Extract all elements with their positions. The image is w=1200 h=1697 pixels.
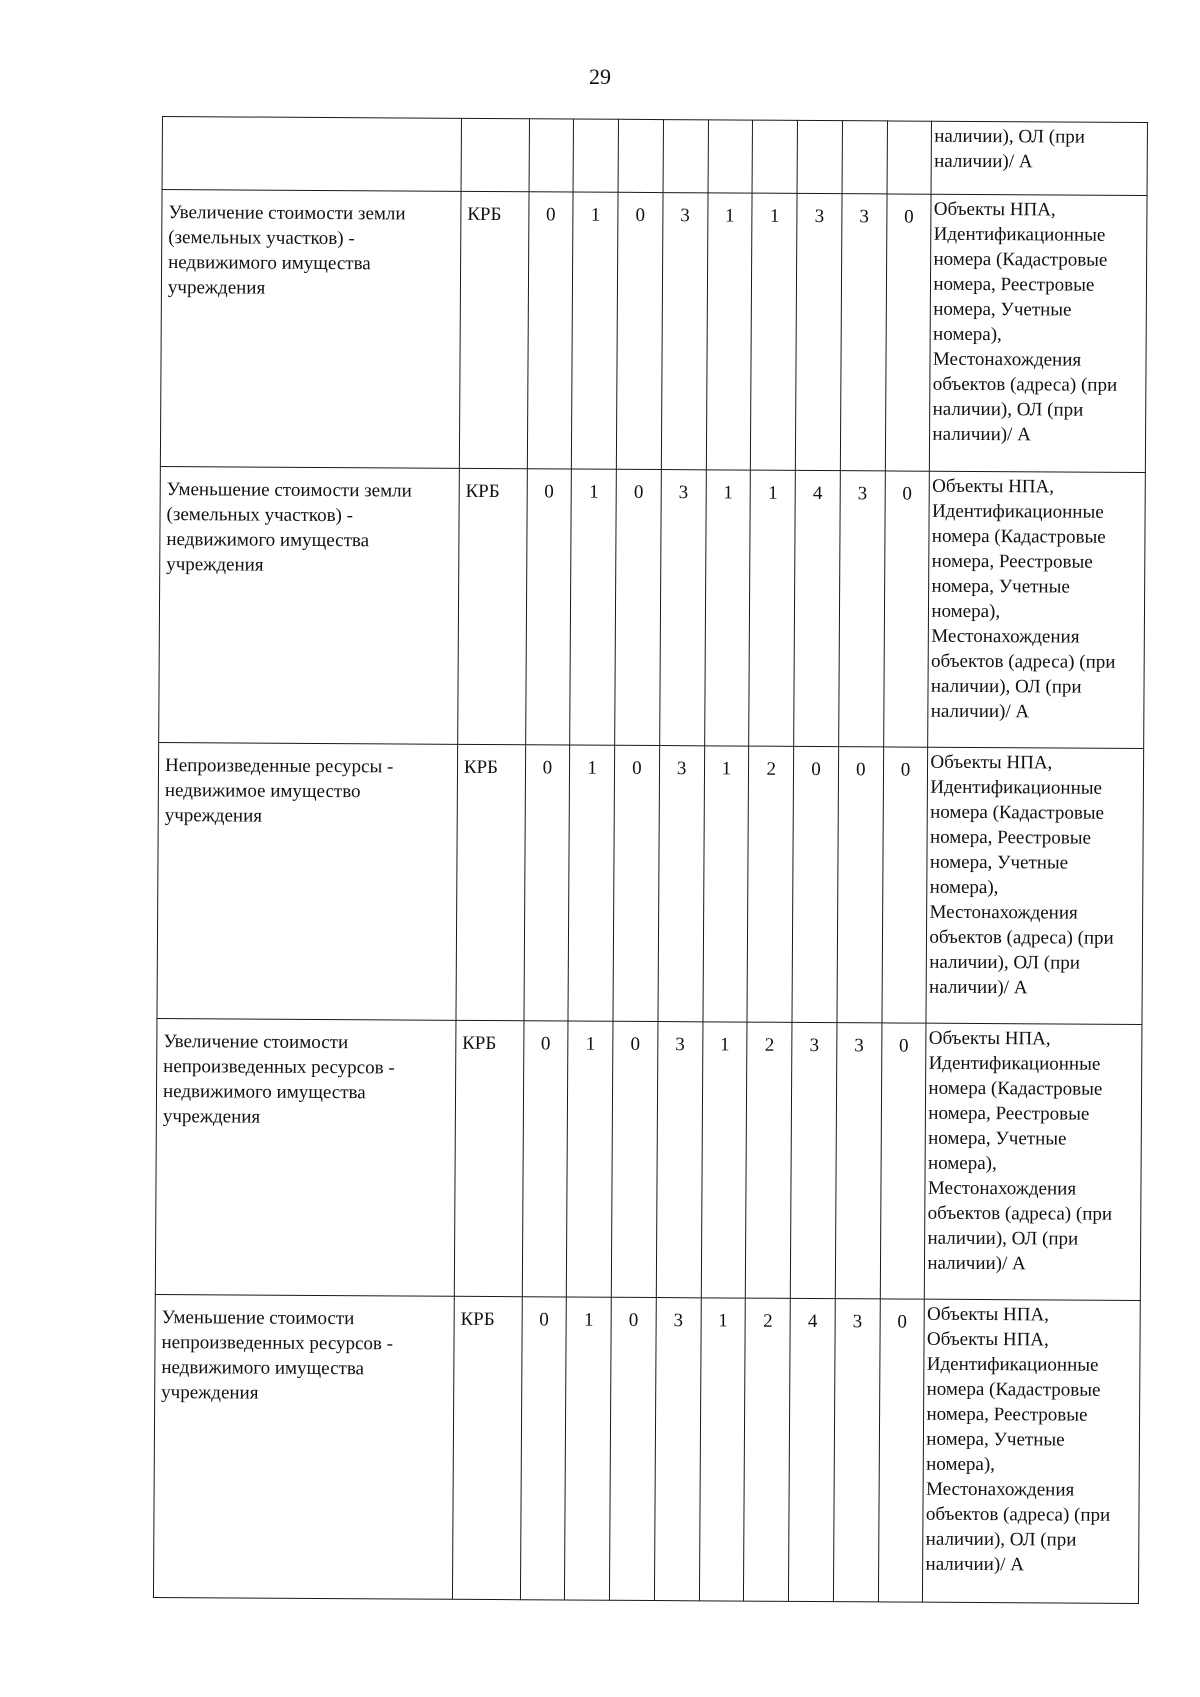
code-digit-cell: 1 (749, 470, 795, 746)
info-line: Идентификационные (926, 1353, 1099, 1376)
info-line: объектов (адреса) (при (929, 926, 1114, 949)
analytics-info-cell (923, 1299, 1140, 1603)
info-line: номера, Реестровые (933, 273, 1095, 296)
info-line: наличии)/ А (930, 700, 1030, 723)
code-digit-cell: 3 (654, 1298, 701, 1601)
code-digit-cell: 0 (523, 745, 569, 1021)
code-digit-cell: 3 (659, 470, 705, 746)
code-digit-cell: 0 (525, 469, 571, 745)
code-digit-cell: 0 (837, 747, 883, 1023)
table-row (159, 466, 1146, 748)
code-digit-cell: 1 (701, 1022, 747, 1298)
info-line: наличии), ОЛ (при (934, 125, 1086, 148)
info-line: Объекты НПА, (930, 751, 1053, 774)
info-line: Объекты НПА, (926, 1328, 1049, 1351)
account-name-cell: Уменьшение стоимости земли (земельных участков) - недвижимого имущества учреждения (159, 466, 460, 744)
code-digit-cell: 1 (704, 470, 750, 746)
info-line: наличии)/ А (929, 976, 1028, 999)
code-digit-cell: 3 (661, 193, 707, 470)
digit-cell (842, 121, 887, 194)
code-digit-cell: 1 (699, 1298, 746, 1601)
code-digit-cell: 0 (611, 1021, 657, 1297)
info-line: объектов (адреса) (при (931, 650, 1116, 673)
account-name-cell: Непроизведенные ресурсы - недвижимое имущество учреждения (157, 742, 458, 1020)
info-line: наличии), ОЛ (при (930, 675, 1082, 698)
info-line: номера (Кадастровые (928, 1077, 1103, 1100)
code-digit-cell: 0 (792, 746, 838, 1022)
info-line: номера, Реестровые (931, 550, 1093, 573)
analytics-info-cell (928, 471, 1145, 748)
info-line: Местонахождения (931, 625, 1080, 648)
kind-cell: КРБ (457, 468, 526, 744)
info-line: наличии)/ А (934, 150, 1033, 173)
info-line: номера), (931, 600, 1001, 623)
code-digit-cell: 0 (613, 745, 659, 1021)
code-digit-cell: 2 (747, 746, 793, 1022)
code-digit-cell: 0 (522, 1021, 568, 1297)
info-line: наличии)/ А (932, 423, 1031, 446)
info-line: наличии), ОЛ (при (925, 1528, 1077, 1551)
code-digit-cell: 4 (789, 1298, 836, 1601)
code-digit-cell: 0 (615, 469, 661, 745)
code-digit-cell: 1 (567, 1021, 613, 1297)
code-digit-cell: 2 (746, 1022, 792, 1298)
account-name-cell: Увеличение стоимости земли (земельных участков) - недвижимого имущества учреждения (160, 190, 461, 469)
info-line: Местонахождения (929, 901, 1078, 924)
info-line: номера (Кадастровые (930, 801, 1105, 824)
info-line: наличии), ОЛ (при (932, 398, 1084, 421)
table-row (153, 1294, 1140, 1603)
info-line: номера (Кадастровые (933, 248, 1108, 271)
kind-cell: КРБ (459, 191, 528, 468)
info-line: Объекты НПА, (928, 1027, 1051, 1050)
info-line: Идентификационные (928, 1052, 1101, 1075)
info-line: Объекты НПА, (933, 198, 1056, 221)
info-line: объектов (адреса) (при (925, 1503, 1111, 1526)
digit-cell (797, 120, 842, 193)
code-digit-cell: 3 (835, 1023, 881, 1299)
account-codes-table (153, 116, 1148, 1604)
code-digit-cell: 1 (568, 745, 614, 1021)
code-digit-cell: 3 (790, 1022, 836, 1298)
info-line: наличии), ОЛ (при (929, 951, 1081, 974)
info-line: номера), (927, 1152, 997, 1175)
code-digit-cell: 3 (658, 746, 704, 1022)
info-line: номера), (929, 876, 999, 899)
digit-cell (618, 119, 663, 192)
digit-cell (887, 121, 932, 194)
code-digit-cell: 0 (527, 192, 573, 469)
info-line: Идентификационные (931, 500, 1104, 523)
code-digit-cell: 0 (609, 1297, 656, 1600)
info-line: наличии)/ А (925, 1553, 1025, 1576)
kind-cell (461, 118, 529, 191)
digit-cell (529, 119, 574, 192)
name-cell (162, 117, 461, 192)
info-line: наличии)/ А (927, 1252, 1026, 1275)
code-digit-cell: 1 (565, 1297, 612, 1600)
code-digit-cell: 0 (520, 1297, 567, 1600)
code-digit-cell: 1 (706, 193, 752, 470)
code-digit-cell: 1 (570, 469, 616, 745)
info-line: номера, Реестровые (926, 1403, 1088, 1426)
table-row (157, 742, 1144, 1024)
info-line: Идентификационные (930, 776, 1103, 799)
analytics-info-cell (926, 747, 1143, 1024)
code-digit-cell: 0 (616, 192, 662, 469)
code-digit-cell: 0 (882, 747, 928, 1023)
analytics-info-cell (925, 1023, 1142, 1300)
info-line: Местонахождения (932, 348, 1082, 371)
info-line: номера, Учетные (929, 851, 1069, 874)
code-digit-cell: 1 (751, 193, 797, 470)
kind-cell: КРБ (452, 1296, 522, 1599)
digit-cell (708, 120, 753, 193)
info-line: номера, Учетные (933, 298, 1072, 321)
info-line: номера, Учетные (931, 575, 1070, 598)
account-name-cell: Уменьшение стоимости непроизведенных ресурсов - недвижимого имущества учреждения (153, 1294, 454, 1599)
account-name-cell: Увеличение стоимости непроизведенных ресурсов - недвижимого имущества учреждения (155, 1018, 456, 1296)
digit-cell (752, 120, 797, 193)
info-line: Идентификационные (933, 223, 1106, 246)
code-digit-cell: 0 (885, 194, 931, 471)
info-line: номера (Кадастровые (931, 525, 1106, 548)
digit-cell (663, 120, 708, 193)
info-line: номера), (933, 323, 1002, 346)
info-line: номера, Учетные (928, 1127, 1067, 1150)
code-digit-cell: 1 (572, 192, 618, 469)
code-digit-cell: 3 (839, 471, 885, 747)
info-line: наличии), ОЛ (при (927, 1227, 1079, 1250)
info-line: объектов (адреса) (при (927, 1202, 1113, 1225)
code-digit-cell: 0 (878, 1299, 925, 1602)
info-line: Объекты НПА, (932, 475, 1055, 498)
kind-cell: КРБ (456, 744, 525, 1020)
code-digit-cell: 3 (795, 193, 841, 470)
info-line: Объекты НПА, (927, 1303, 1050, 1326)
info-line: номера, Реестровые (928, 1102, 1090, 1125)
info-line: номера, Реестровые (929, 826, 1092, 849)
code-digit-cell: 4 (794, 470, 840, 746)
info-line: номера (Кадастровые (926, 1378, 1101, 1401)
analytics-info-cell (930, 194, 1147, 472)
info-line: Местонахождения (925, 1478, 1075, 1501)
page-number: 29 (589, 64, 611, 89)
kind-cell: КРБ (454, 1020, 523, 1296)
info-line: номера, Учетные (926, 1428, 1065, 1451)
code-digit-cell: 2 (744, 1298, 791, 1601)
code-digit-cell: 3 (833, 1299, 880, 1602)
info-line: объектов (адреса) (при (932, 373, 1118, 396)
code-digit-cell: 0 (883, 471, 929, 747)
table-row-continuation (162, 117, 1147, 196)
info-line: Местонахождения (927, 1177, 1077, 1200)
code-digit-cell: 3 (656, 1022, 702, 1298)
table-row (160, 190, 1147, 473)
info-line: номера), (926, 1453, 996, 1476)
code-digit-cell: 3 (840, 194, 886, 471)
code-digit-cell: 1 (703, 746, 749, 1022)
digit-cell (573, 119, 618, 192)
code-digit-cell: 0 (880, 1023, 926, 1299)
info-cell (931, 121, 1147, 195)
table-row (155, 1018, 1142, 1300)
